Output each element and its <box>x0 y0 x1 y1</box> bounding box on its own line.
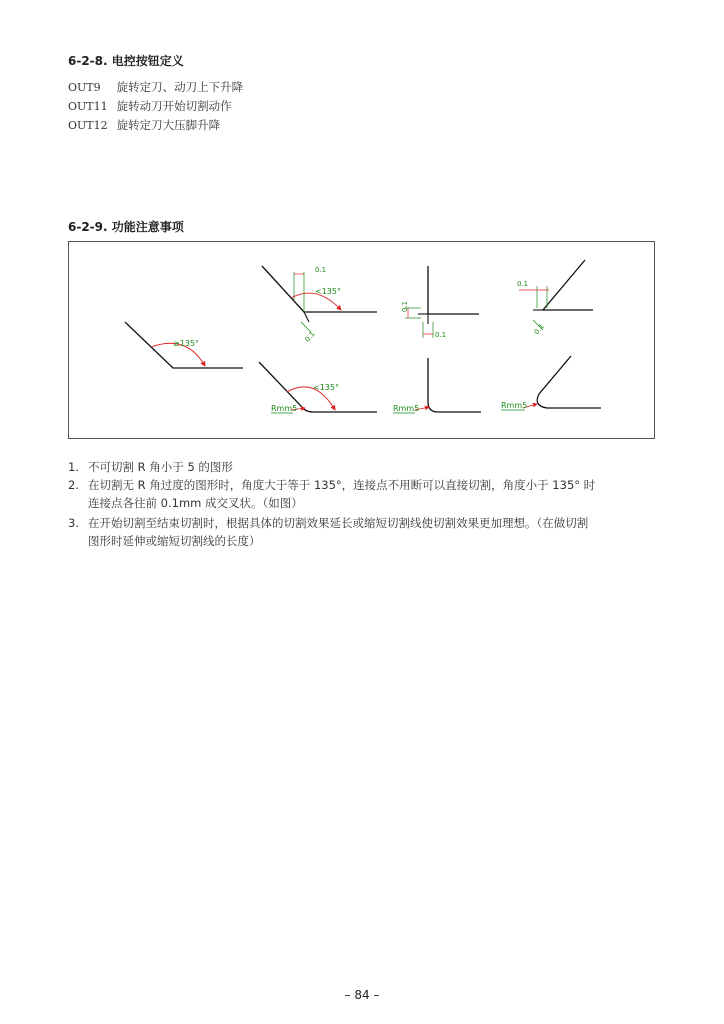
cutting-angle-diagram <box>69 242 656 440</box>
angle-label-lt135: <135° <box>315 287 341 296</box>
button-code: OUT11 <box>68 100 108 113</box>
page-number: – 84 – <box>344 988 380 1002</box>
note-1 <box>68 458 233 476</box>
radius-label: Rmm5 <box>393 404 420 413</box>
note-3 <box>68 514 588 550</box>
shape-right-angle <box>401 266 479 339</box>
list-item <box>68 117 220 133</box>
angle-label-lt135: <135° <box>313 383 339 392</box>
note-number: 1. <box>68 460 79 474</box>
section-6-2-8-title: 6-2-8. 电控按钮定义 <box>68 54 184 68</box>
radius-label: Rmm5 <box>501 401 528 410</box>
offset-label: 0.1 <box>315 266 327 274</box>
offset-label: 0.1 <box>401 300 409 312</box>
button-code: OUT12 <box>68 119 108 132</box>
shape-acute-crossed <box>262 266 377 344</box>
radius-label: Rmm5 <box>271 404 298 413</box>
offset-label: 0.1 <box>435 331 447 339</box>
section-6-2-9-title: 6-2-9. 功能注意事项 <box>68 220 184 234</box>
button-description: 旋转定刀大压脚升降 <box>116 118 221 132</box>
note-text: 不可切割 R 角小于 5 的图形 <box>88 460 233 474</box>
offset-label: 0.1 <box>532 322 546 337</box>
note-text: 在开始切割至结束切割时，根据具体的切割效果延长或缩短切割线使切割效果更加理想。（在做切割 <box>88 516 589 530</box>
list-item <box>68 98 232 114</box>
shape-rounded-acute <box>501 356 601 410</box>
offset-label: 0.1 <box>303 329 317 344</box>
shape-sharp-acute <box>517 260 593 336</box>
note-text-continued: 图形时延伸或缩短切割线的长度） <box>88 534 261 548</box>
angle-label-ge135: ≥135° <box>173 339 199 348</box>
note-number: 3. <box>68 516 79 530</box>
note-2 <box>68 476 595 512</box>
offset-label: 0.1 <box>517 280 529 288</box>
note-text: 在切割无 R 角过度的图形时，角度大于等于 135°，连接点不用断可以直接切割，角度小于 135° 时 <box>88 478 596 492</box>
note-text-continued: 连接点各往前 0.1mm 成交叉状。（如图） <box>88 496 303 510</box>
note-number: 2. <box>68 478 79 492</box>
button-description: 旋转定刀、动刀上下升降 <box>116 80 244 94</box>
shape-rounded-obtuse <box>259 362 377 413</box>
cutting-angle-figure <box>68 241 655 439</box>
list-item <box>68 79 243 95</box>
shape-rounded-right <box>393 358 481 413</box>
button-code: OUT9 <box>68 81 101 94</box>
button-description: 旋转动刀开始切割动作 <box>116 99 232 113</box>
shape-obtuse-angle <box>125 322 243 368</box>
